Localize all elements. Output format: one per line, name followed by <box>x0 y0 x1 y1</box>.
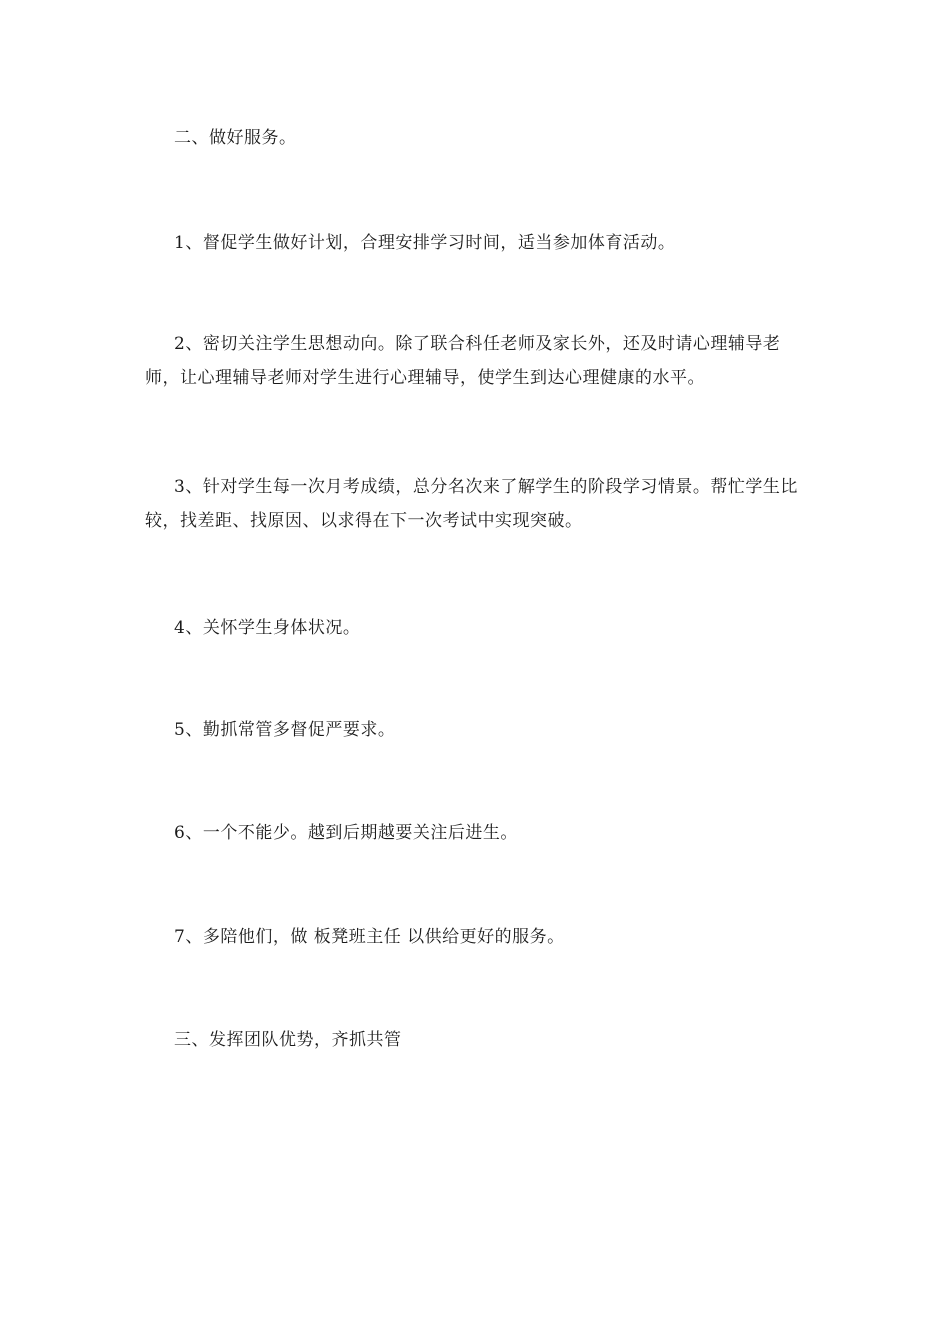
list-item-2: 2、密切关注学生思想动向。除了联合科任老师及家长外，还及时请心理辅导老师，让心理辅导老师对学生进行心理辅导，使学生到达心理健康的水平。 <box>145 334 781 388</box>
list-item-1: 1、督促学生做好计划，合理安排学习时间，适当参加体育活动。 <box>174 233 676 253</box>
list-item-5: 5、勤抓常管多督促严要求。 <box>174 720 396 740</box>
section-heading-2: 二、做好服务。 <box>174 128 297 148</box>
list-item-3: 3、针对学生每一次月考成绩，总分名次来了解学生的阶段学习情景。帮忙学生比较，找差距、找原因、以求得在下一次考试中实现突破。 <box>145 477 798 531</box>
list-item-4: 4、关怀学生身体状况。 <box>174 618 361 638</box>
list-item-7: 7、多陪他们，做 板凳班主任 以供给更好的服务。 <box>174 927 565 947</box>
section-heading-3: 三、发挥团队优势，齐抓共管 <box>174 1030 402 1050</box>
list-item-6: 6、一个不能少。越到后期越要关注后进生。 <box>174 823 518 843</box>
